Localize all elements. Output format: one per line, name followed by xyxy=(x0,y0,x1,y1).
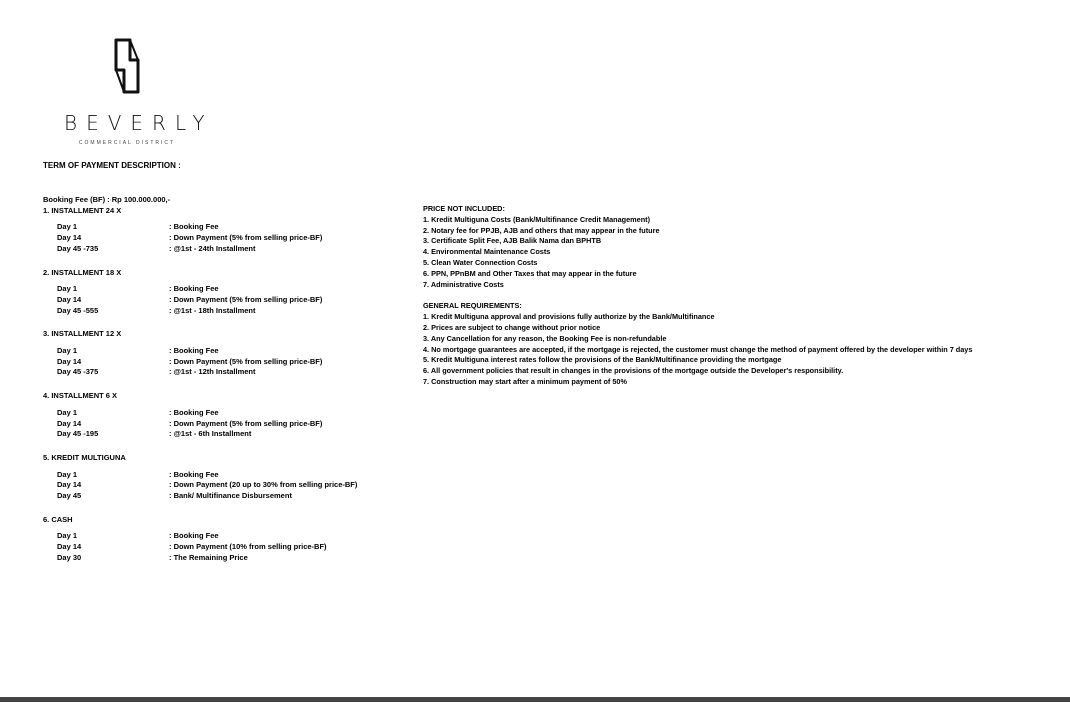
row-description: : @1st - 18th Installment xyxy=(169,305,256,315)
payment-section xyxy=(43,268,403,317)
list-item: 6. All government policies that result in changes in the provisions of the mortgage outside the Developer's responsibility. xyxy=(423,366,844,376)
notes-column xyxy=(423,204,1063,399)
payment-section xyxy=(43,453,403,502)
row-description: : @1st - 24th Installment xyxy=(169,243,256,253)
row-day: Day 14 xyxy=(57,233,82,243)
row-day: Day 45 -195 xyxy=(57,429,99,439)
list-item: 3. Certificate Split Fee, AJB Balik Nama dan BPHTB xyxy=(423,236,602,246)
row-description: : @1st - 12th Installment xyxy=(169,367,256,377)
row-day: Day 1 xyxy=(57,469,78,479)
payment-row xyxy=(57,542,403,553)
list-item: 4. No mortgage guarantees are accepted, if the mortgage is rejected, the customer must change the method of payment offered by the developer within 7 days xyxy=(423,344,973,354)
payment-row xyxy=(57,419,403,430)
list-item: 2. Prices are subject to change without prior notice xyxy=(423,322,601,332)
row-day: Day 1 xyxy=(57,222,78,232)
row-description: : Down Payment (5% from selling price-BF) xyxy=(169,294,323,304)
payment-section xyxy=(43,206,403,255)
general-requirements-heading: GENERAL REQUIREMENTS: xyxy=(423,301,522,311)
payment-row xyxy=(57,295,403,306)
section-heading: 4. INSTALLMENT 6 X xyxy=(43,391,118,401)
beverly-mark-icon xyxy=(110,36,144,98)
list-item: 5. Kredit Multiguna interest rates follow the provisions of the Bank/Multifinance providing the mortgage xyxy=(423,355,782,365)
row-description: : Down Payment (5% from selling price-BF) xyxy=(169,418,323,428)
payment-row xyxy=(57,306,403,317)
section-heading: 3. INSTALLMENT 12 X xyxy=(43,329,122,339)
row-day: Day 1 xyxy=(57,284,78,294)
row-day: Day 45 -555 xyxy=(57,305,99,315)
section-heading: 5. KREDIT MULTIGUNA xyxy=(43,452,126,462)
row-day: Day 1 xyxy=(57,531,78,541)
section-heading: 6. CASH xyxy=(43,514,73,524)
row-description: : Booking Fee xyxy=(169,284,219,294)
row-description: : Booking Fee xyxy=(169,531,219,541)
payment-row xyxy=(57,346,403,357)
payment-row xyxy=(57,244,403,255)
payment-row xyxy=(57,553,403,564)
list-item: 5. Clean Water Connection Costs xyxy=(423,257,538,267)
payment-row xyxy=(57,367,403,378)
row-description: : Booking Fee xyxy=(169,469,219,479)
row-description: : Down Payment (5% from selling price-BF) xyxy=(169,356,323,366)
payment-row xyxy=(57,531,403,542)
payment-row xyxy=(57,233,403,244)
bottom-bar xyxy=(0,697,1070,702)
row-description: : @1st - 6th Installment xyxy=(169,429,252,439)
row-day: Day 14 xyxy=(57,294,82,304)
payment-section xyxy=(43,329,403,378)
row-description: : Bank/ Multifinance Disbursement xyxy=(169,491,292,501)
booking-fee: Booking Fee (BF) : Rp 100.000.000,- xyxy=(43,195,171,204)
section-heading: 1. INSTALLMENT 24 X xyxy=(43,205,122,215)
payment-row xyxy=(57,491,403,502)
list-item: 1. Kredit Multiguna approval and provisions fully authorize by the Bank/Multifinance xyxy=(423,312,715,322)
payment-row xyxy=(57,480,403,491)
row-description: : Down Payment (20 up to 30% from selling price-BF) xyxy=(169,480,358,490)
payment-row xyxy=(57,284,403,295)
list-item: 6. PPN, PPnBM and Other Taxes that may appear in the future xyxy=(423,268,637,278)
brand-subtitle: COMMERCIAL DISTRICT xyxy=(78,140,176,146)
row-description: : Booking Fee xyxy=(169,407,219,417)
row-description: : Booking Fee xyxy=(169,222,219,232)
list-item: 1. Kredit Multiguna Costs (Bank/Multifinance Credit Management) xyxy=(423,214,651,224)
row-description: : Booking Fee xyxy=(169,346,219,356)
row-day: Day 45 -735 xyxy=(57,243,99,253)
section-heading: 2. INSTALLMENT 18 X xyxy=(43,267,122,277)
row-description: : The Remaining Price xyxy=(169,552,248,562)
row-day: Day 14 xyxy=(57,542,82,552)
payment-row xyxy=(57,357,403,368)
brand-name: BEVERLY xyxy=(64,111,214,135)
payment-section xyxy=(43,515,403,564)
row-day: Day 45 xyxy=(57,491,82,501)
row-day: Day 45 -375 xyxy=(57,367,99,377)
row-day: Day 14 xyxy=(57,418,82,428)
row-day: Day 30 xyxy=(57,552,82,562)
payment-row xyxy=(57,470,403,481)
payment-row xyxy=(57,222,403,233)
price-not-included-heading: PRICE NOT INCLUDED: xyxy=(423,204,505,213)
list-item: 7. Construction may start after a minimum payment of 50% xyxy=(423,376,627,386)
row-day: Day 1 xyxy=(57,407,78,417)
general-requirements xyxy=(423,301,1063,387)
price-not-included xyxy=(423,204,1063,290)
page-title: TERM OF PAYMENT DESCRIPTION : xyxy=(43,161,181,170)
beverly-logo xyxy=(56,36,214,146)
list-item: 4. Environmental Maintenance Costs xyxy=(423,247,551,257)
list-item: 7. Administrative Costs xyxy=(423,279,504,289)
payment-section xyxy=(43,391,403,440)
row-description: : Down Payment (10% from selling price-BF) xyxy=(169,542,327,552)
list-item: 3. Any Cancellation for any reason, the Booking Fee is non-refundable xyxy=(423,333,667,343)
row-day: Day 14 xyxy=(57,480,82,490)
payment-sections xyxy=(43,206,403,564)
list-item: 2. Notary fee for PPJB, AJB and others that may appear in the future xyxy=(423,225,660,235)
row-day: Day 14 xyxy=(57,356,82,366)
payment-row xyxy=(57,408,403,419)
payment-terms xyxy=(43,195,403,577)
payment-row xyxy=(57,429,403,440)
row-day: Day 1 xyxy=(57,346,78,356)
row-description: : Down Payment (5% from selling price-BF) xyxy=(169,233,323,243)
